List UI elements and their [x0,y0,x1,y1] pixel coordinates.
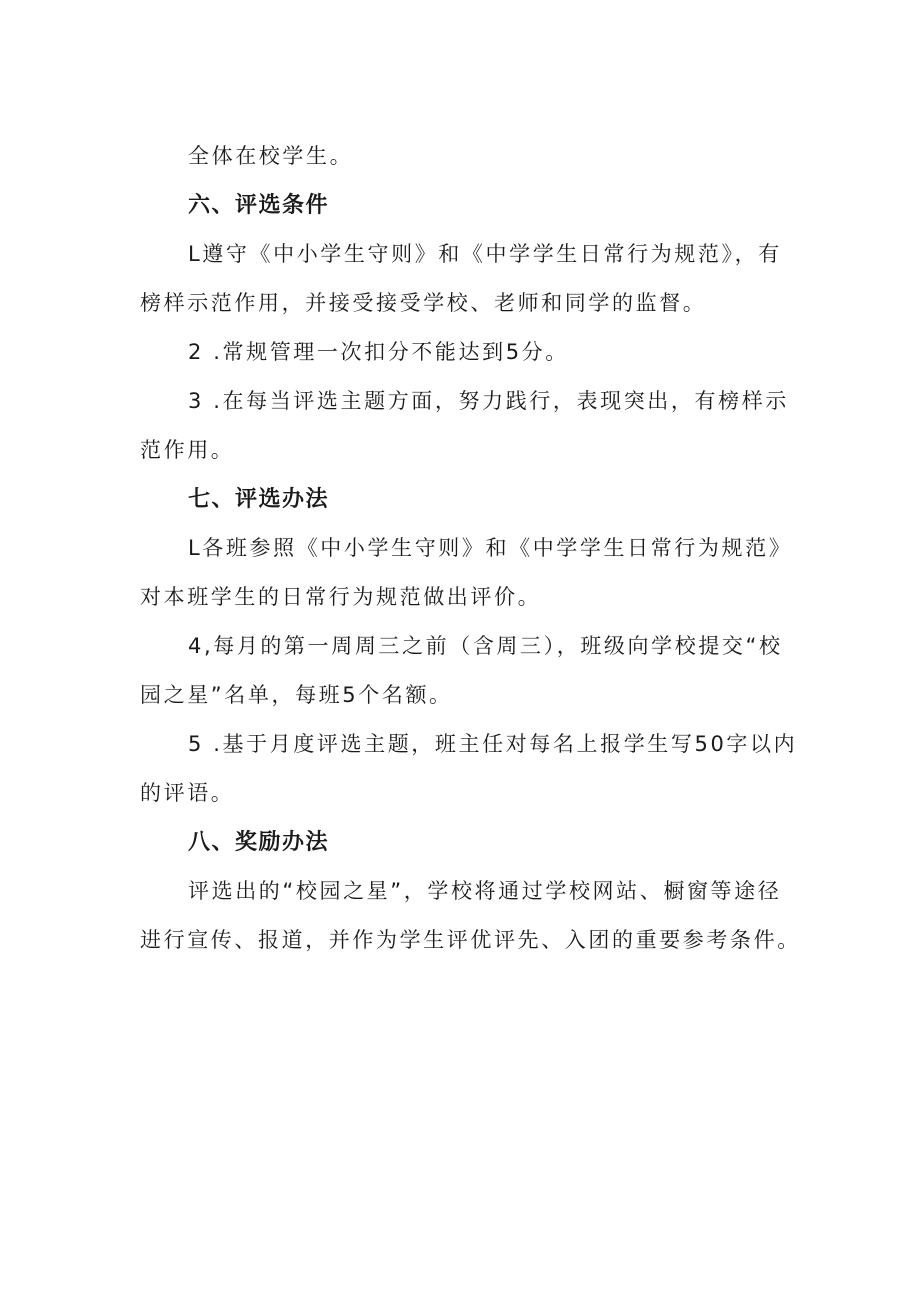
text-line: 4,每月的第一周周三之前（含周三），班级向学校提交“校 [188,634,783,658]
paragraph-eligible-students [140,132,790,181]
section-heading-7 [140,475,790,524]
heading-text: 八、奖励办法 [188,830,330,855]
heading-text: 七、评选办法 [188,487,330,512]
text-line: 全体在校学生。 [188,144,354,168]
text-line: 5 .基于月度评选主题，班主任对每名上报学生写50字以内 [188,732,798,756]
text-line: 评选出的“校园之星”，学校将通过学校网站、橱窗等途径 [188,879,782,903]
text-line: 范作用。 [140,438,235,462]
paragraph-criteria-2 [140,328,790,377]
text-line: 的评语。 [140,781,235,805]
section-heading-6 [140,181,790,230]
text-line: L各班参照《中小学生守则》和《中学学生日常行为规范》 [188,536,793,560]
paragraph-method-2 [140,622,790,720]
document-page [140,132,801,965]
section-heading-8 [140,818,790,867]
paragraph-criteria-1 [140,230,790,328]
paragraph-criteria-3 [140,377,790,475]
text-line: 进行宣传、报道，并作为学生评优评先、入团的重要参考条件。 [140,928,801,952]
text-line: 榜样示范作用，并接受接受学校、老师和同学的监督。 [140,291,707,315]
paragraph-method-1 [140,524,793,622]
text-line: 3 .在每当评选主题方面，努力践行，表现突出，有榜样示 [188,389,789,413]
heading-text: 六、评选条件 [188,193,330,218]
paragraph-reward [140,867,801,965]
text-line: L遵守《中小学生守则》和《中学学生日常行为规范》，有 [188,242,782,266]
text-line: 园之星”名单，每班5个名额。 [140,683,453,707]
paragraph-method-3 [140,720,798,818]
text-line: 2 .常规管理一次扣分不能达到5分。 [188,340,569,364]
text-line: 对本班学生的日常行为规范做出评价。 [140,585,542,609]
